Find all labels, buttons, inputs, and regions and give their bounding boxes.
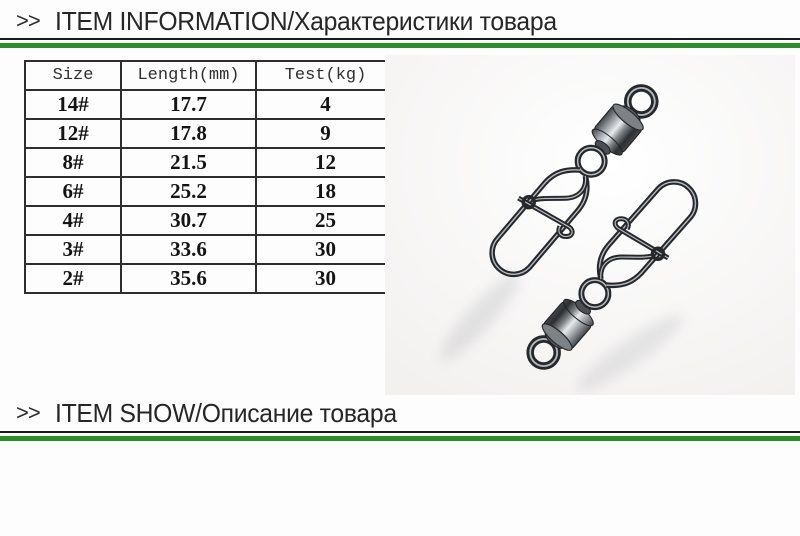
- section-header-item-information: [16, 6, 583, 36]
- double-chevron-icon: >>: [16, 8, 40, 33]
- cell-size: 8#: [25, 148, 121, 177]
- col-header-length: Length(mm): [121, 61, 256, 90]
- cell-size: 4#: [25, 206, 121, 235]
- table-row: [25, 177, 395, 206]
- cell-length: 17.7: [121, 90, 256, 119]
- cell-length: 33.6: [121, 235, 256, 264]
- spec-table-container: [24, 60, 396, 294]
- cell-size: 2#: [25, 264, 121, 293]
- table-row: [25, 148, 395, 177]
- cell-length: 21.5: [121, 148, 256, 177]
- cell-size: 3#: [25, 235, 121, 264]
- spec-table: [24, 60, 396, 294]
- table-row: [25, 119, 395, 148]
- cell-size: 12#: [25, 119, 121, 148]
- cell-length: 17.8: [121, 119, 256, 148]
- cell-test: 12: [256, 148, 395, 177]
- cell-test: 30: [256, 235, 395, 264]
- cell-length: 35.6: [121, 264, 256, 293]
- section-title-item-information: ITEM INFORMATION/Характеристики товара: [54, 5, 557, 36]
- cell-test: 4: [256, 90, 395, 119]
- cell-size: 6#: [25, 177, 121, 206]
- green-accent-bar-bottom: [0, 436, 800, 441]
- cell-test: 30: [256, 264, 395, 293]
- col-header-test: Test(kg): [256, 61, 395, 90]
- cell-test: 9: [256, 119, 395, 148]
- cell-test: 18: [256, 177, 395, 206]
- green-accent-bar-top: [0, 43, 800, 48]
- table-row: [25, 90, 395, 119]
- cell-length: 25.2: [121, 177, 256, 206]
- col-header-size: Size: [25, 61, 121, 90]
- section-header-item-show: [16, 398, 414, 428]
- table-row: [25, 264, 395, 293]
- cell-test: 25: [256, 206, 395, 235]
- cell-length: 30.7: [121, 206, 256, 235]
- section-title-item-show: ITEM SHOW/Описание товара: [54, 397, 397, 428]
- spec-table-header-row: [25, 61, 395, 90]
- table-row: [25, 235, 395, 264]
- table-row: [25, 206, 395, 235]
- divider-line-top: [0, 38, 800, 40]
- cell-size: 14#: [25, 90, 121, 119]
- product-photo: [385, 55, 795, 395]
- divider-line-bottom: [0, 431, 800, 433]
- double-chevron-icon: >>: [16, 400, 40, 425]
- swivel-snaps-illustration: [385, 55, 795, 395]
